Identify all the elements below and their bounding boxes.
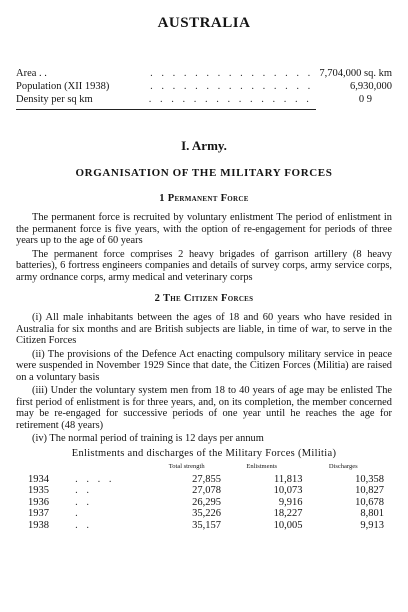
table-row — [28, 520, 384, 532]
disch-cell: 8,801 — [360, 508, 384, 519]
enlist-cell: 10,073 — [273, 485, 303, 496]
permanent-force-heading: 1 Permanent Force — [159, 193, 249, 204]
leader-dots: . . . . . . . . . . . . . . . — [148, 94, 312, 105]
stat-row-population — [16, 80, 392, 93]
stat-row-area — [16, 67, 392, 80]
organisation-heading: ORGANISATION OF THE MILITARY FORCES — [75, 167, 333, 179]
stat-row-density — [16, 93, 392, 106]
citizen-para-iii: (iii) Under the voluntary system men from 18 to 40 years of age may be enlisted The first period of enlistment is for three years, and, on its completion, the member concerned may be re-engaged for successive periods of one year until he reaches the age for retirement (48 years) — [16, 385, 392, 431]
permanent-para-1: The permanent force is recruited by voluntary enlistment The period of enlistment in the permanent force is five years, with the option of re-engagement for periods of three years up to the age of 60 years — [16, 212, 392, 246]
leader-dots: . . — [75, 485, 93, 496]
leader-dots: . . — [75, 519, 93, 531]
table-row — [28, 497, 384, 509]
leader-dots: . . . . . . . . . . . . . . . — [150, 81, 314, 92]
citizen-para-ii: (ii) The provisions of the Defence Act enacting compulsory military service in peace were suspended in November 1929 Since that date, the Citizen Forces (Militia) are raised on a voluntary basis — [16, 348, 392, 383]
header-enlistments: Enlistments — [246, 462, 278, 470]
year-cell: 1936 — [28, 496, 49, 508]
table-row — [28, 485, 384, 497]
section-heading-army: I. Army. — [181, 138, 227, 153]
disch-cell: 10,358 — [355, 473, 384, 485]
disch-cell: 10,827 — [355, 485, 384, 496]
stat-label: Population (XII 1938) — [16, 81, 110, 92]
enlist-cell: 9,916 — [278, 496, 303, 508]
stat-label: Density per sq km — [16, 94, 93, 105]
stat-value: 6,930,000 — [350, 81, 392, 92]
table-header-row — [28, 463, 384, 474]
citizen-para-iv: (iv) The normal period of training is 12 days per annum — [32, 433, 264, 444]
citizen-forces-heading: 2 The Citizen Forces — [154, 293, 254, 304]
stat-value: 0 9 — [358, 94, 372, 105]
total-cell: 35,226 — [192, 508, 221, 519]
citizen-para-i: (i) All male inhabitants between the ages of 18 and 60 years who have resided in Australia for six months and are British subjects are liable, in time of war, to serve in the Citizen Forces — [16, 312, 392, 346]
leader-dots: . . . . . . . . . . . . . . . — [150, 68, 314, 79]
header-total-strength: Total strength — [168, 462, 205, 470]
country-statistics — [16, 67, 392, 110]
enlist-cell: 18,227 — [273, 508, 303, 519]
total-cell: 26,295 — [192, 496, 221, 508]
enlist-cell: 11,813 — [273, 473, 303, 485]
militia-table — [28, 463, 384, 532]
disch-cell: 10,678 — [355, 496, 384, 508]
table-row — [28, 508, 384, 520]
year-cell: 1937 — [28, 508, 49, 519]
year-cell: 1934 — [28, 473, 49, 485]
country-title: AUSTRALIA — [157, 15, 251, 31]
enlist-cell: 10,005 — [273, 519, 303, 531]
leader-dots: . . — [75, 496, 93, 508]
header-discharges: Discharges — [328, 462, 358, 470]
year-cell: 1935 — [28, 485, 49, 496]
total-cell: 27,078 — [192, 485, 221, 496]
permanent-para-2: The permanent force comprises 2 heavy brigades of garrison artillery (8 heavy batteries), 6 fortress engineers companies and details of survey corps, army service corps, army ordnance corps, army medical and veterinary corps — [16, 248, 392, 283]
total-cell: 27,855 — [192, 473, 221, 485]
divider-rule — [16, 109, 316, 110]
year-cell: 1938 — [28, 519, 49, 531]
table-row — [28, 474, 384, 486]
table-title: Enlistments and discharges of the Military Forces (Militia) — [71, 447, 337, 459]
leader-dots: . — [75, 508, 81, 519]
stat-value: 7,704,000 sq. km — [319, 68, 392, 79]
disch-cell: 9,913 — [360, 519, 384, 531]
total-cell: 35,157 — [192, 519, 221, 531]
leader-dots: . . . . — [75, 473, 115, 485]
stat-label: Area . . — [16, 68, 47, 79]
